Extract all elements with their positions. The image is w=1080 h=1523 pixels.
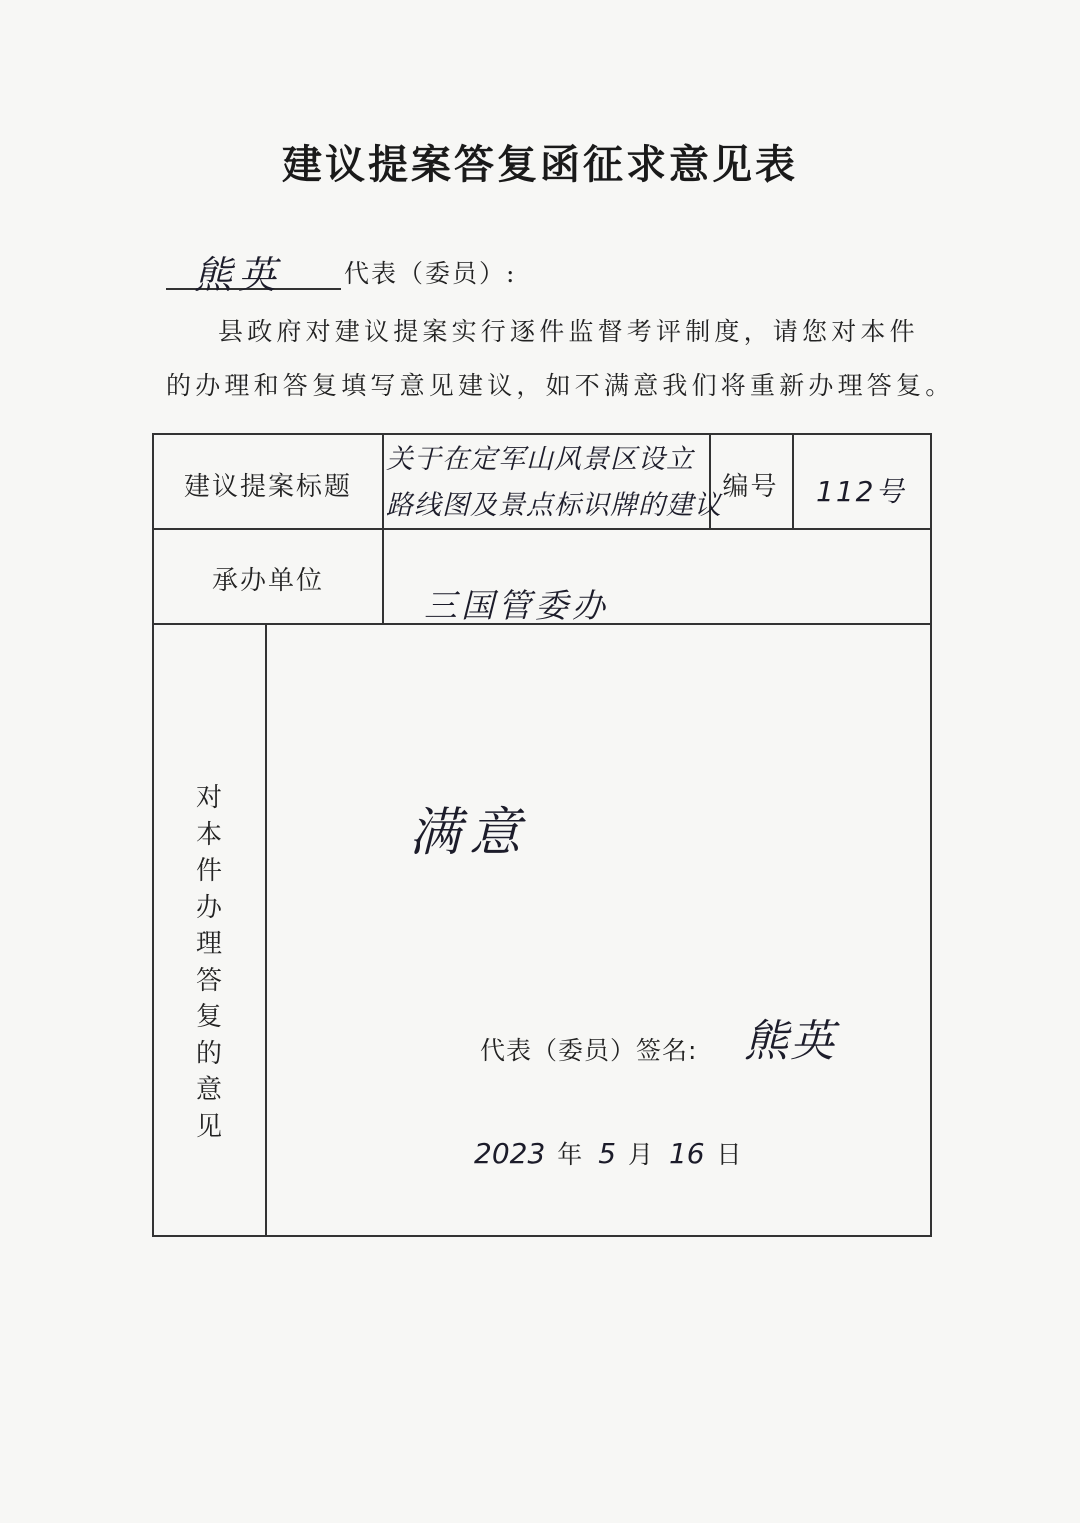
opinion-label-char: 见: [195, 1111, 222, 1142]
salutation-name: 熊英: [194, 253, 283, 297]
signature-label: 代表（委员）签名:: [480, 1036, 698, 1065]
date-day-unit: 日: [716, 1140, 742, 1169]
signature-value: 熊英: [744, 1016, 836, 1067]
opinion-label: [189, 780, 229, 1145]
date-month-unit: 月: [627, 1140, 653, 1169]
signature-date: [474, 1135, 750, 1171]
date-month: 5: [598, 1137, 617, 1170]
column-divider: [792, 435, 794, 528]
salutation: [166, 250, 586, 297]
column-divider: [382, 435, 384, 623]
opinion-label-char: 办: [195, 892, 222, 923]
opinion-form-table: [152, 433, 932, 1237]
proposal-title-label: 建议提案标题: [183, 472, 352, 502]
date-day: 16: [668, 1137, 705, 1170]
proposal-title-line-2: 路线图及景点标识牌的建议: [386, 490, 722, 521]
intro-paragraph: [166, 305, 955, 413]
opinion-label-char: 的: [195, 1038, 222, 1069]
intro-line-1: 县政府对建议提案实行逐件监督考评制度，请您对本件: [218, 317, 919, 346]
proposal-title-value: [386, 437, 736, 529]
opinion-label-char: 复: [195, 1002, 222, 1032]
opinion-label-char: 答: [195, 965, 222, 996]
number-label: 编号: [722, 472, 779, 502]
opinion-label-char: 理: [195, 929, 222, 959]
number-value: 112号: [816, 475, 906, 508]
page-title: 建议提案答复函征求意见表: [282, 142, 798, 188]
proposal-title-line-1: 关于在定军山风景区设立: [386, 444, 694, 475]
salutation-suffix: 代表（委员）:: [344, 259, 517, 288]
column-divider: [265, 623, 267, 1237]
opinion-value: 满意: [409, 803, 530, 863]
opinion-label-char: 件: [195, 856, 222, 886]
handling-unit-label: 承办单位: [211, 566, 324, 596]
intro-line-2: 的办理和答复填写意见建议，如不满意我们将重新办理答复。: [166, 371, 955, 400]
handling-unit-value: 三国管委办: [424, 586, 609, 625]
date-year: 2023: [474, 1137, 546, 1170]
date-year-unit: 年: [557, 1140, 583, 1169]
opinion-label-char: 本: [195, 819, 222, 850]
opinion-label-char: 对: [195, 783, 222, 813]
opinion-label-char: 意: [195, 1075, 222, 1105]
